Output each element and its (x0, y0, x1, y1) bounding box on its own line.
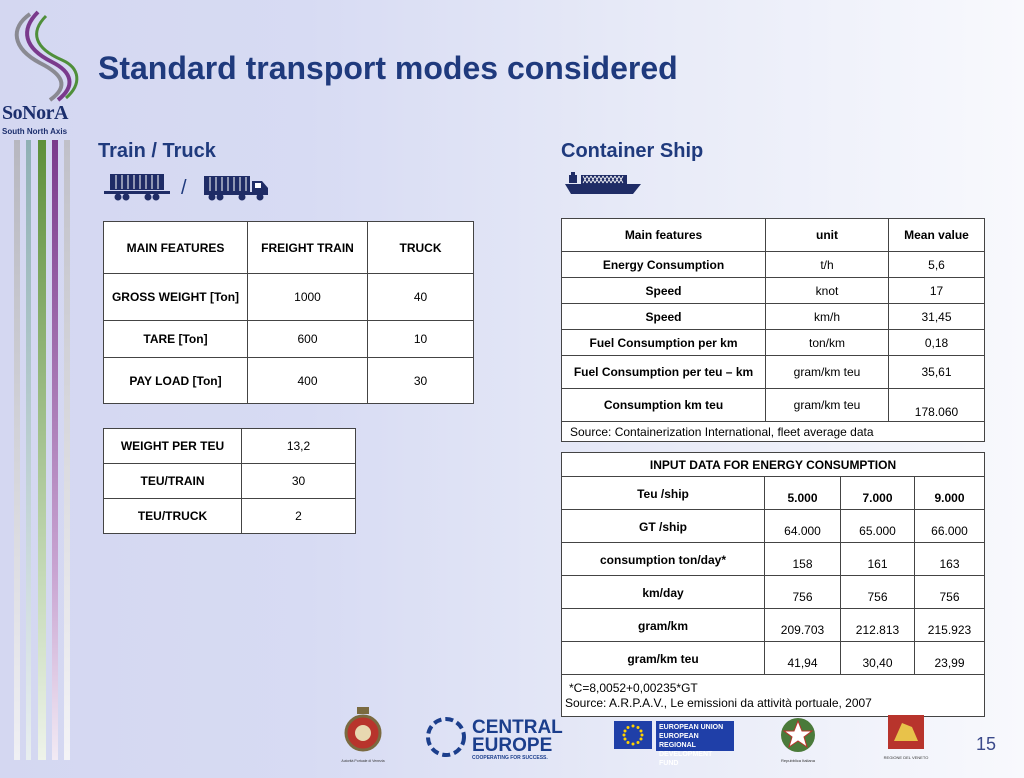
row-label: TEU/TRUCK (104, 499, 242, 534)
table-row (562, 642, 985, 675)
table-row (562, 609, 985, 642)
formula-note: *C=8,0052+0,00235*GT (569, 680, 698, 695)
table-cell: 7.000 (841, 477, 915, 510)
table-cell: km/h (766, 304, 889, 330)
row-label: Speed (562, 278, 766, 304)
row-label: PAY LOAD [Ton] (104, 358, 248, 404)
row-label: Fuel Consumption per teu – km (562, 356, 766, 389)
table-row (562, 304, 985, 330)
heading-separator: / (181, 177, 187, 199)
table-cell: 756 (915, 576, 985, 609)
table-cell: 5,6 (889, 252, 985, 278)
table-cell: 64.000 (765, 510, 841, 543)
header-cell: Mean value (889, 219, 985, 252)
table-cell: t/h (766, 252, 889, 278)
train-truck-features-table (103, 221, 474, 404)
row-label: km/day (562, 576, 765, 609)
table-header-row (562, 453, 985, 477)
row-label: consumption ton/day* (562, 543, 765, 576)
table-cell: gram/km teu (766, 356, 889, 389)
row-label: gram/km (562, 609, 765, 642)
table-row (104, 499, 356, 534)
container-ship-icon (565, 172, 643, 196)
row-label: Speed (562, 304, 766, 330)
header-cell: Main features (562, 219, 766, 252)
row-label: gram/km teu (562, 642, 765, 675)
table-cell: 756 (841, 576, 915, 609)
table-cell: knot (766, 278, 889, 304)
table-cell: 400 (248, 358, 368, 404)
row-label: Teu /ship (562, 477, 765, 510)
source-row (562, 422, 985, 442)
venice-port-authority-logo (338, 705, 388, 765)
table-cell: ton/km (766, 330, 889, 356)
table-cell: 212.813 (841, 609, 915, 642)
footer-logos (330, 705, 930, 765)
source-note: Source: A.R.P.A.V., Le emissioni da attività portuale, 2007 (565, 695, 872, 710)
table-cell: 178.060 (889, 389, 985, 422)
italy-caption: Repubblica Italiana (780, 758, 816, 763)
table-row (104, 429, 356, 464)
container-ship-features-table (561, 218, 985, 442)
veneto-region-logo (882, 713, 930, 763)
table-cell: 215.923 (915, 609, 985, 642)
train-icon (104, 172, 170, 202)
table-cell: 41,94 (765, 642, 841, 675)
eu-line3: DEVELOPMENT FUND (659, 751, 713, 767)
table-cell: 600 (248, 321, 368, 358)
italian-republic-emblem (776, 713, 820, 765)
table-cell: 10 (368, 321, 474, 358)
eu-line2: EUROPEAN REGIONAL (659, 733, 699, 749)
table-row (562, 278, 985, 304)
sonora-logo (0, 8, 82, 136)
logo-subtitle: South North Axis (2, 127, 68, 136)
container-ship-heading: Container Ship (561, 140, 704, 162)
row-label: GT /ship (562, 510, 765, 543)
table-cell: 158 (765, 543, 841, 576)
page-number: 15 (975, 734, 996, 754)
row-label: WEIGHT PER TEU (104, 429, 242, 464)
header-cell: TRUCK (368, 222, 474, 274)
table-cell: 756 (765, 576, 841, 609)
eu-line1: EUROPEAN UNION (659, 724, 724, 731)
table-cell: 30 (242, 464, 356, 499)
table-cell: 1000 (248, 274, 368, 321)
logo-name: SoNorA (2, 102, 68, 124)
venice-caption: Autorità Portuale di Venezia (341, 759, 385, 763)
decorative-side-stripes (14, 140, 76, 760)
table-cell: 9.000 (915, 477, 985, 510)
table-row (562, 477, 985, 510)
table-row (104, 321, 474, 358)
table-row (562, 356, 985, 389)
table-cell: 163 (915, 543, 985, 576)
row-label: Consumption km teu (562, 389, 766, 422)
row-label: Energy Consumption (562, 252, 766, 278)
veneto-caption: REGIONE DEL VENETO (883, 755, 929, 760)
table-cell: 65.000 (841, 510, 915, 543)
table-row (104, 274, 474, 321)
table-cell: 23,99 (915, 642, 985, 675)
truck-icon (202, 172, 270, 202)
table-cell: 13,2 (242, 429, 356, 464)
row-label: GROSS WEIGHT [Ton] (104, 274, 248, 321)
train-truck-heading: Train / Truck (98, 140, 216, 162)
table-cell: 30 (368, 358, 474, 404)
table-cell: 161 (841, 543, 915, 576)
energy-input-table (561, 452, 985, 717)
table-row (104, 358, 474, 404)
table-row (104, 464, 356, 499)
central-europe-tagline: COOPERATING FOR SUCCESS. (472, 755, 548, 761)
header-cell: MAIN FEATURES (104, 222, 248, 274)
sonora-swirl-icon (0, 8, 82, 103)
table-cell: gram/km teu (766, 389, 889, 422)
eu-flag-icon (614, 721, 652, 749)
row-label: TEU/TRAIN (104, 464, 242, 499)
table-cell: 5.000 (765, 477, 841, 510)
table-cell: 40 (368, 274, 474, 321)
table-row (562, 252, 985, 278)
row-label: TARE [Ton] (104, 321, 248, 358)
table-row (562, 576, 985, 609)
table-cell: 0,18 (889, 330, 985, 356)
header-cell: FREIGHT TRAIN (248, 222, 368, 274)
table-title: INPUT DATA FOR ENERGY CONSUMPTION (562, 453, 985, 477)
table-cell: 209.703 (765, 609, 841, 642)
table-row (562, 330, 985, 356)
table-cell: 17 (889, 278, 985, 304)
central-europe-line1: CENTRAL (472, 717, 563, 738)
table-cell: 31,45 (889, 304, 985, 330)
table-row (562, 389, 985, 422)
page-title: Standard transport modes considered (98, 50, 678, 86)
table-row (562, 510, 985, 543)
eu-fund-label (656, 721, 734, 767)
teu-table (103, 428, 356, 534)
table-header-row (562, 219, 985, 252)
table-row (562, 543, 985, 576)
table-cell: 35,61 (889, 356, 985, 389)
table-cell: 2 (242, 499, 356, 534)
table-header-row (104, 222, 474, 274)
source-note: Source: Containerization International, fleet average data (562, 422, 985, 442)
central-europe-line2: EUROPE (472, 735, 553, 756)
table-cell: 66.000 (915, 510, 985, 543)
row-label: Fuel Consumption per km (562, 330, 766, 356)
header-cell: unit (766, 219, 889, 252)
central-europe-logo (426, 713, 566, 761)
table-cell: 30,40 (841, 642, 915, 675)
